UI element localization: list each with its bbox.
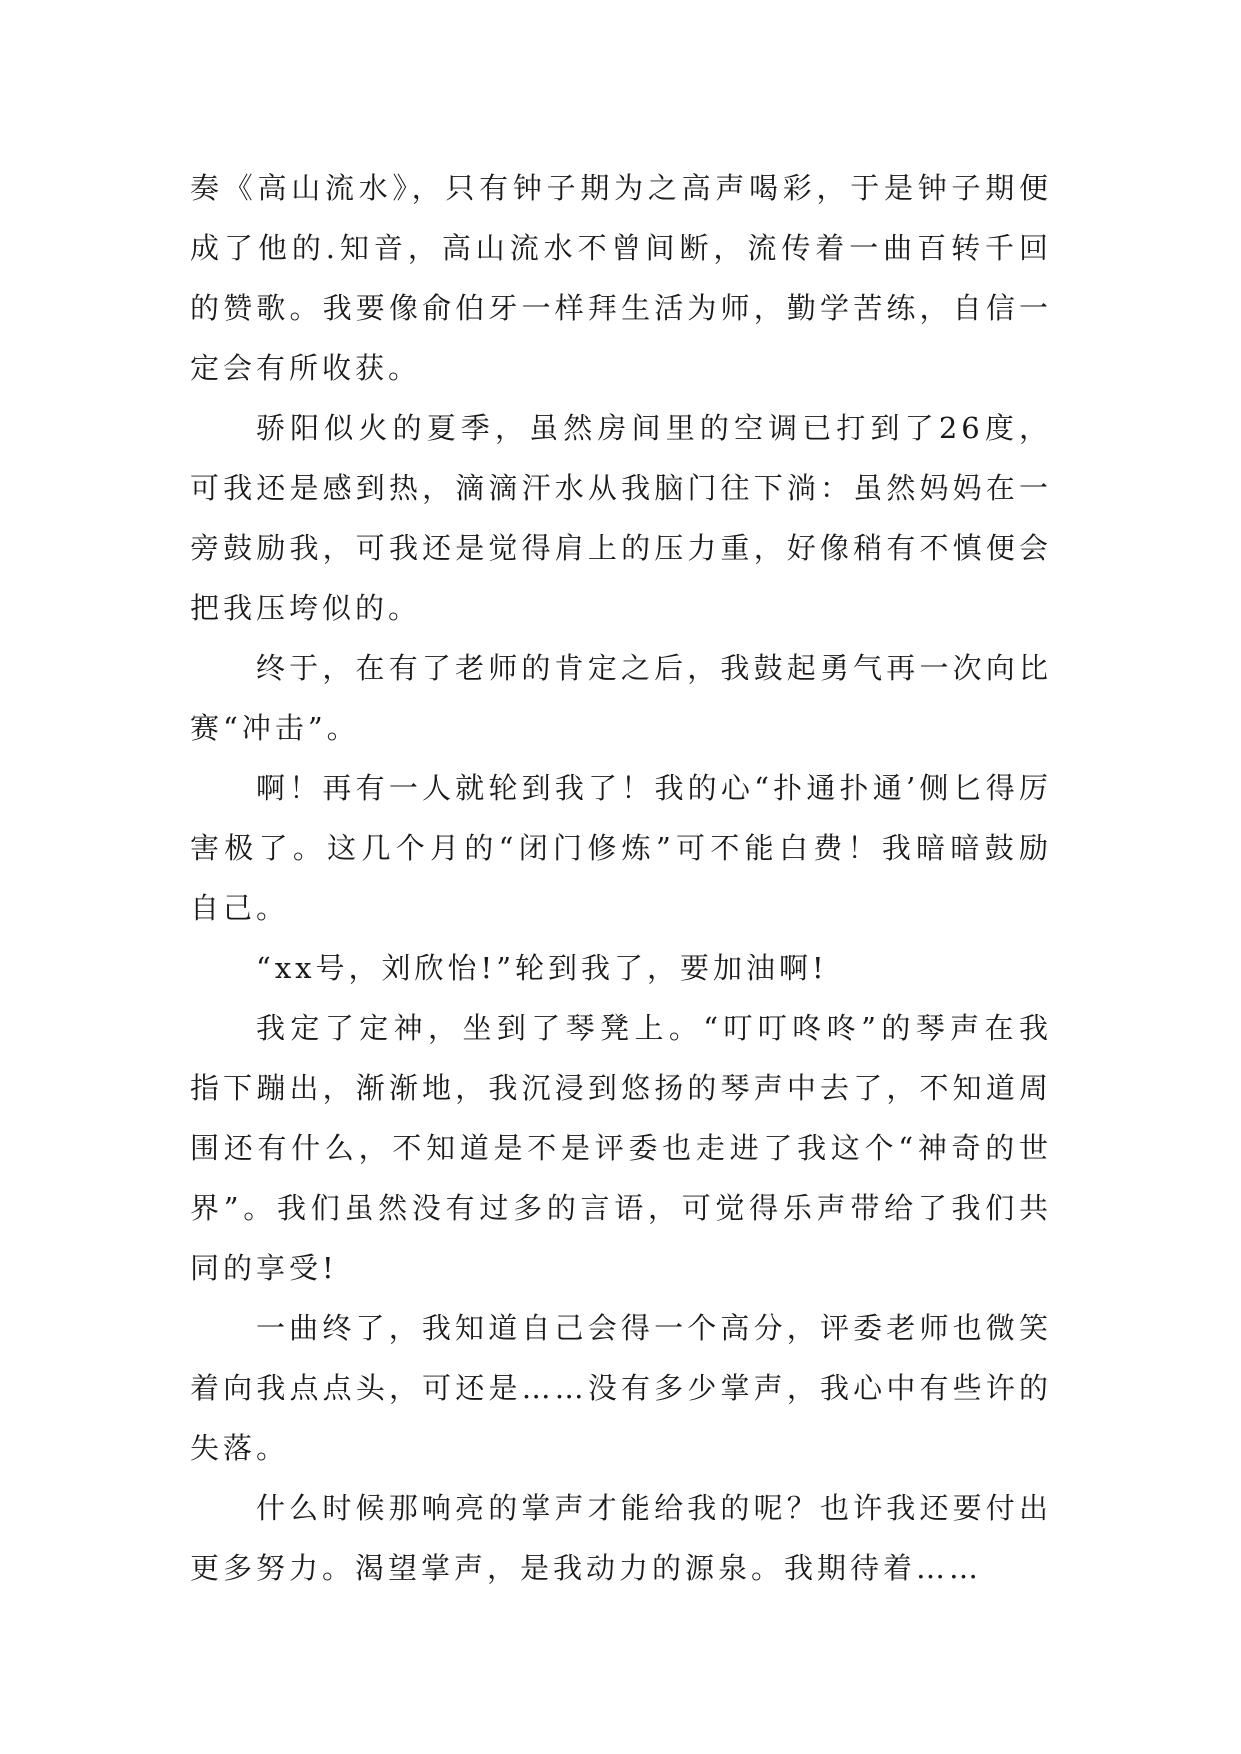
paragraph-2: 骄阳似火的夏季，虽然房间里的空调已打到了26度，可我还是感到热，滴滴汗水从我脑门往下淌：虽然妈妈在一旁鼓励我，可我还是觉得肩上的压力重，好像稍有不慎便会把我压垮似的。 [190,411,1052,625]
paragraph-7: 一曲终了，我知道自己会得一个高分，评委老师也微笑着向我点点头，可还是……没有多少掌声，我心中有些许的失落。 [190,1311,1052,1465]
paragraph-5: “xx号，刘欣怡!”轮到我了，要加油啊! [256,951,828,985]
paragraph-6: 我定了定神，坐到了琴凳上。“叮叮咚咚”的琴声在我指下蹦出，渐渐地，我沉浸到悠扬的琴声中去了，不知道周围还有什么，不知道是不是评委也走进了我这个“神奇的世界”。我们虽然没有过多的言语，可觉得乐声带给了我们共同的享受! [190,1011,1052,1285]
paragraph-3: 终于，在有了老师的肯定之后，我鼓起勇气再一次向比赛“冲击”。 [190,651,1052,745]
paragraph-8: 什么时候那响亮的掌声才能给我的呢？也许我还要付出更多努力。渴望掌声，是我动力的源泉。我期待着…… [190,1491,1052,1585]
document-body [190,158,1052,1598]
paragraph-1: 奏《高山流水》，只有钟子期为之高声喝彩，于是钟子期便成了他的.知音，高山流水不曾间断，流传着一曲百转千回的赞歌。我要像俞伯牙一样拜生活为师，勤学苦练，自信一定会有所收获。 [190,171,1052,385]
paragraph-4: 啊！再有一人就轮到我了！我的心“扑通扑通’侧匕得厉害极了。这几个月的“闭门修炼”可不能白费！我暗暗鼓励自己。 [190,771,1052,925]
